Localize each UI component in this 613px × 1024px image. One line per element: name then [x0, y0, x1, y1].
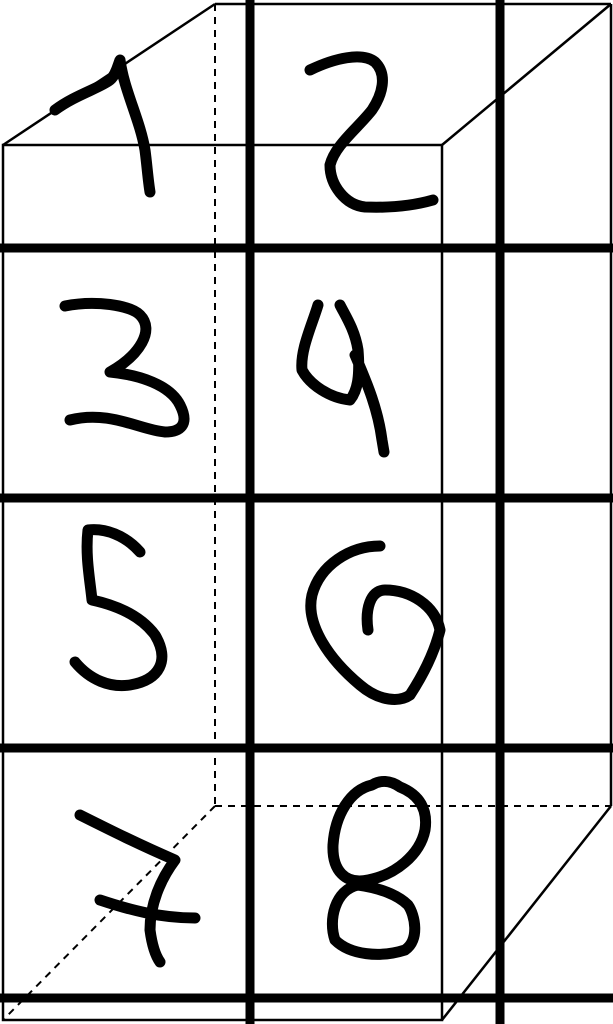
- box-bottom-right-edge: [442, 806, 611, 1020]
- digit-1-label: 1: [10, 20, 11, 21]
- box-top-right-edge: [442, 4, 611, 145]
- digit-7-label: 7: [10, 770, 11, 771]
- digit-6: [260, 519, 440, 699]
- digit-1: [10, 19, 150, 192]
- digits: [10, 19, 440, 962]
- digit-3-label: 3: [10, 270, 11, 271]
- digit-6-label: 6: [260, 520, 261, 521]
- digit-4-label: 4: [260, 270, 261, 271]
- digit-4: [260, 269, 384, 452]
- digit-5: [10, 519, 162, 686]
- box-outline: [3, 4, 611, 1020]
- digit-8: [260, 769, 426, 954]
- digit-5-label: 5: [10, 520, 11, 521]
- digit-2-label: 2: [260, 20, 261, 21]
- digit-7: [10, 769, 195, 962]
- digit-3: [10, 269, 184, 432]
- digit-2: [260, 19, 433, 207]
- digit-8-label: 8: [260, 770, 261, 771]
